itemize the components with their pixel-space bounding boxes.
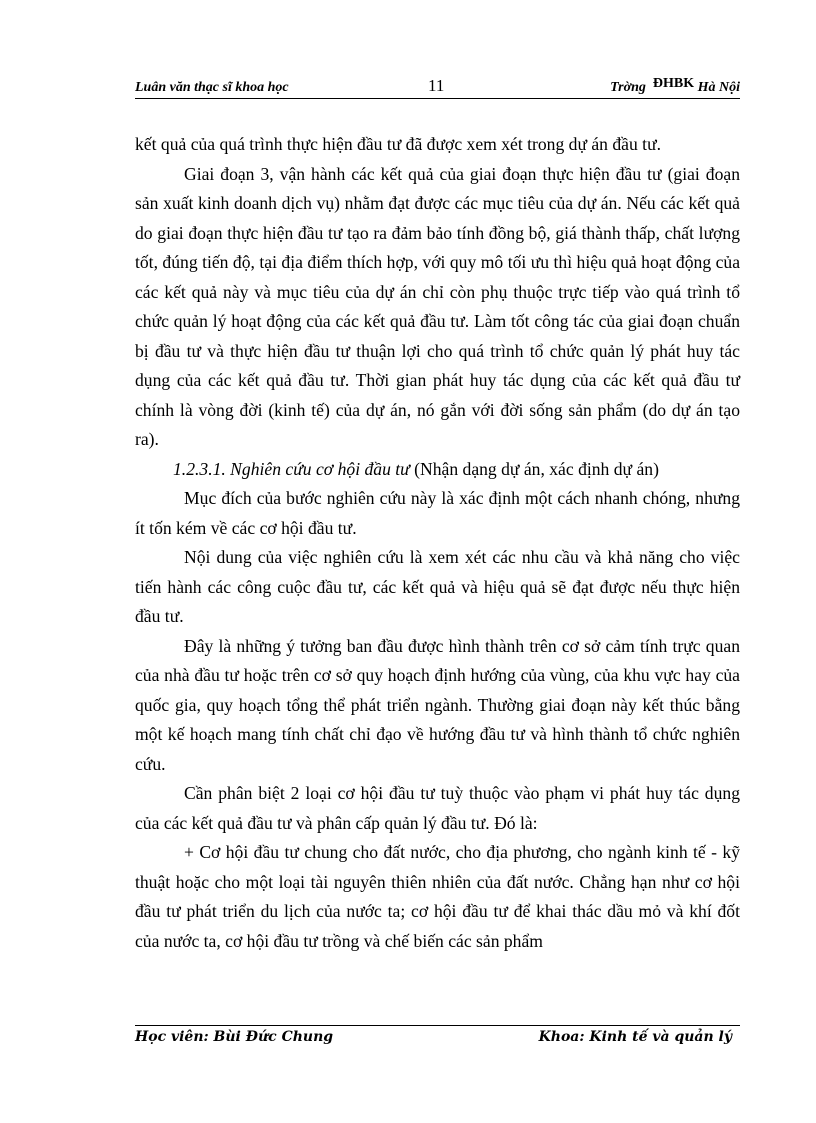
paragraph-distinguish: Cần phân biệt 2 loại cơ hội đầu tư tuỳ thuộc vào phạm vi phát huy tác dụng của các kết quả đầu tư và phân cấp quản lý đầu tư. Đó là:: [135, 783, 740, 833]
section-heading-note: (Nhận dạng dự án, xác định dự án): [409, 458, 659, 479]
paragraph-general-opportunity: + Cơ hội đầu tư chung cho đất nước, cho địa phương, cho ngành kinh tế - kỹ thuật hoặc cho một loại tài nguyên thiên nhiên của đất nước. Chẳng hạn như cơ hội đầu tư phát triển du lịch của nước ta; cơ hội đầu tư để khai thác dầu mỏ và khí đốt của nước ta, cơ hội đầu tư trồng và chế biến các sản phẩm: [135, 842, 740, 951]
header-university-abbr: ĐHBK: [652, 76, 695, 91]
paragraph-continuation: kết quả của quá trình thực hiện đầu tư đã được xem xét trong dự án đầu tư.: [135, 134, 661, 154]
header-university: [610, 76, 740, 96]
section-heading: [135, 455, 740, 485]
header-university-prefix: Trờng: [610, 80, 646, 95]
footer-student: Học viên: Bùi Đức Chung: [135, 1029, 334, 1045]
paragraph-initial-ideas: Đây là những ý tưởng ban đầu được hình thành trên cơ sở cảm tính trực quan của nhà đầu tư hoặc trên cơ sở quy hoạch định hướng của vùng, của khu vực hay của quốc gia, quy hoạch tổng thể phát triển ngành. Thường giai đoạn này kết thúc bằng một kế hoạch mang tính chất chỉ đạo về hướng đầu tư và hình thành tổ chức nghiên cứu.: [135, 635, 740, 774]
paragraph-purpose: Mục đích của bước nghiên cứu này là xác định một cách nhanh chóng, nhưng ít tốn kém về các cơ hội đầu tư.: [135, 488, 740, 538]
page-footer: [135, 1025, 740, 1045]
section-heading-title: 1.2.3.1. Nghiên cứu cơ hội đầu tư: [173, 458, 410, 479]
footer-faculty: Khoa: Kinh tế và quản lý: [538, 1029, 732, 1045]
page-header: [135, 74, 740, 99]
header-thesis-title: Luân văn thạc sĩ khoa học: [135, 80, 289, 95]
document-body: [135, 130, 740, 956]
header-page-number: 11: [428, 76, 445, 95]
header-university-city: Hà Nội: [697, 80, 740, 95]
paragraph-stage-3: Giai đoạn 3, vận hành các kết quả của giai đoạn thực hiện đầu tư (giai đoạn sản xuất kinh doanh dịch vụ) nhằm đạt được các mục tiêu của dự án. Nếu các kết quả do giai đoạn thực hiện đầu tư tạo ra đảm bảo tính đồng bộ, giá thành thấp, chất lượng tốt, đúng tiến độ, tại địa điểm thích hợp, với quy mô tối ưu thì hiệu quả hoạt động của các kết quả này và mục tiêu của dự án chỉ còn phụ thuộc trực tiếp vào quá trình tổ chức quản lý hoạt động của các kết quả đầu tư. Làm tốt công tác của giai đoạn chuẩn bị đầu tư và thực hiện đầu tư thuận lợi cho quá trình tổ chức quản lý phát huy tác dụng của các kết quả đầu tư. Thời gian phát huy tác dụng của các kết quả đầu tư chính là vòng đời (kinh tế) của dự án, nó gắn với đời sống sản phẩm (do dự án tạo ra).: [135, 163, 740, 449]
paragraph-content: Nội dung của việc nghiên cứu là xem xét các nhu cầu và khả năng cho việc tiến hành các công cuộc đầu tư, các kết quả và hiệu quả sẽ đạt được nếu thực hiện đầu tư.: [135, 547, 740, 626]
